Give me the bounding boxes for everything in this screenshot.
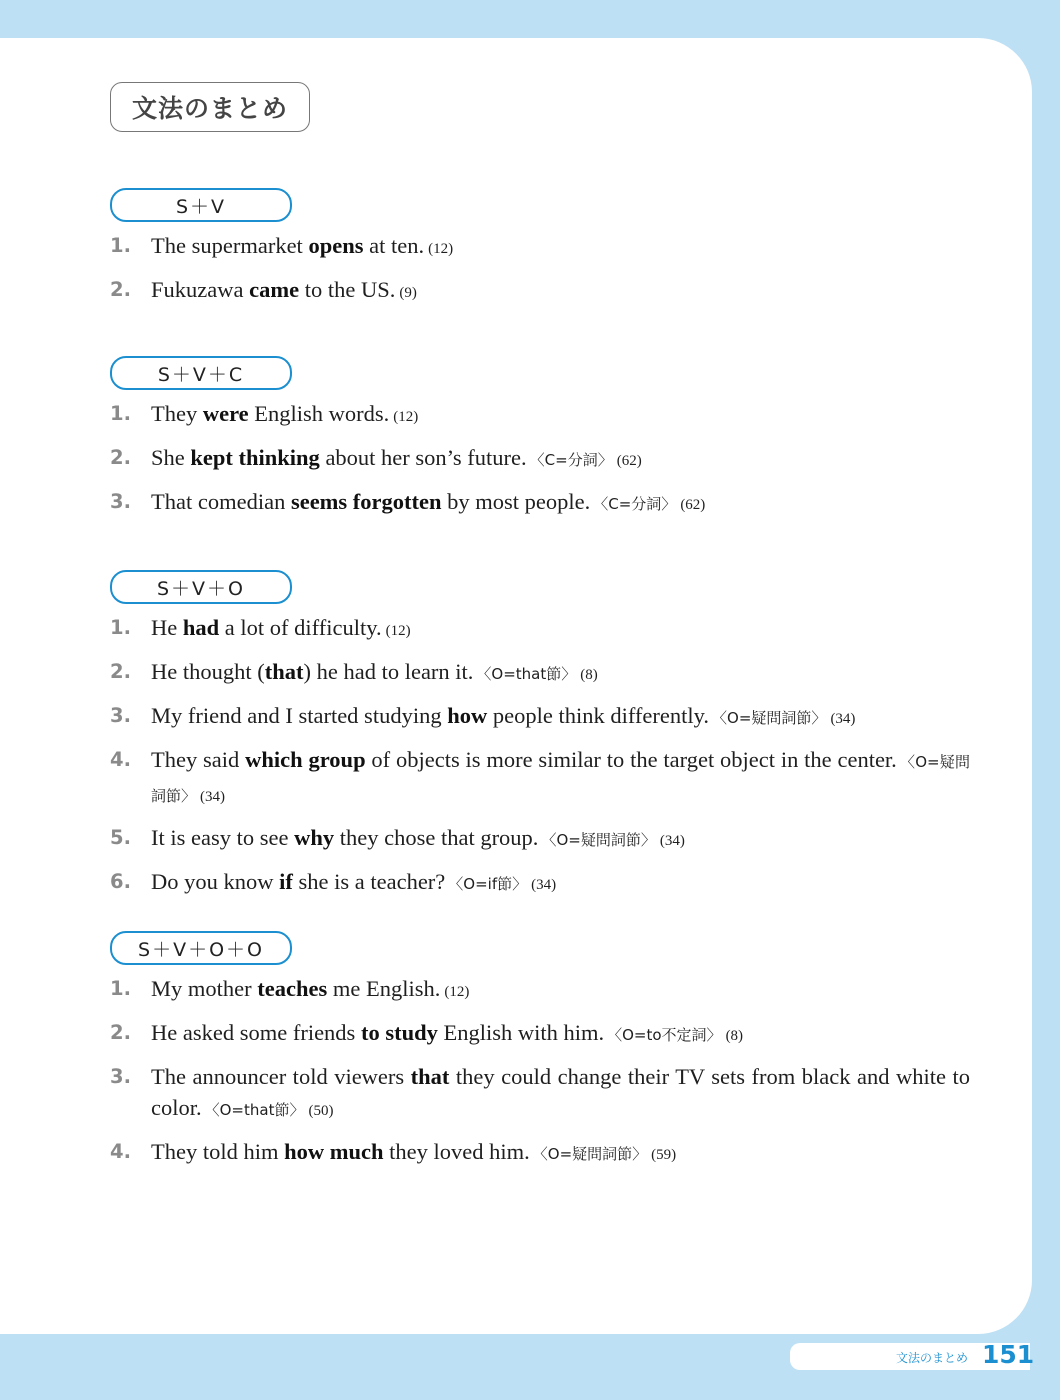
key-phrase: kept thinking [190,445,320,470]
list-item [110,700,970,735]
sentence-text: they could change their TV sets from black and white to color. [151,1064,970,1120]
sentence-text: Do you know [151,869,280,894]
grammar-note: 〈O=to不定詞〉 [607,1026,722,1044]
grammar-note: 〈O=that節〉 [204,1101,305,1119]
key-phrase: had [182,615,220,640]
lesson-reference: (59) [651,1147,677,1163]
item-sentence [151,442,970,477]
footer-label: 文法のまとめ [896,1351,969,1365]
sentence-text: The announcer told viewers [151,1064,411,1089]
sentence-text: She [151,445,191,470]
lesson-reference: (12) [385,623,411,639]
sentence-text: Fukuzawa [151,277,250,302]
grammar-note: 〈C=分詞〉 [529,451,613,469]
item-sentence [151,744,970,813]
sentence-text: That comedian [151,489,291,514]
sentence-text: about her son’s future. [319,445,527,470]
key-phrase: why [294,825,335,850]
list-item [110,442,970,477]
page-title: 文法のまとめ [110,82,310,132]
lesson-reference: (34) [200,789,226,805]
item-number: 1. [110,616,131,639]
grammar-note: 〈O=that節〉 [476,665,577,683]
sentence-text: they chose that group. [334,825,539,850]
item-number: 2. [110,660,131,683]
lesson-reference: (50) [308,1103,334,1119]
lesson-reference: (34) [659,833,685,849]
list-item [110,744,970,813]
item-sentence [151,612,970,647]
list-item [110,398,970,433]
grammar-note: 〈O=if節〉 [448,875,528,893]
sentence-text: English with him. [437,1020,605,1045]
item-number: 2. [110,278,131,301]
item-sentence [151,486,970,521]
item-number: 2. [110,446,131,469]
list-item [110,656,970,691]
sentence-text: a lot of difficulty. [219,615,382,640]
item-number: 1. [110,402,131,425]
lesson-reference: (12) [428,241,454,257]
item-number: 4. [110,748,131,771]
lesson-reference: (8) [580,667,598,683]
item-sentence [151,1136,970,1171]
item-sentence [151,973,970,1008]
lesson-reference: (12) [393,409,419,425]
list-item [110,1061,970,1127]
sentence-text: people think differently. [487,703,710,728]
grammar-note: 〈O=疑問詞節〉 [532,1145,648,1163]
item-number: 1. [110,234,131,257]
key-phrase: how much [284,1139,384,1164]
key-phrase: that [410,1064,450,1089]
grammar-note: 〈O=疑問詞節〉 [541,831,656,849]
item-sentence [151,866,970,901]
item-number: 3. [110,490,131,513]
list-item [110,866,970,901]
item-sentence [151,700,970,735]
section-svoo [110,931,970,1180]
section-label: S＋V＋O＋O [110,931,292,965]
lesson-reference: (62) [680,497,706,513]
sentence-text: They [151,401,203,426]
sentence-text: The supermarket [151,233,309,258]
sentence-text: My friend and I started studying [151,703,448,728]
sentence-text: He asked some friends [151,1020,361,1045]
item-sentence [151,822,970,857]
section-label: S＋V＋C [110,356,292,390]
item-number: 2. [110,1021,131,1044]
sentence-text: of objects is more similar to the target object in the center. [365,747,897,772]
lesson-reference: (9) [399,285,417,301]
sentence-text: to the US. [299,277,396,302]
sentence-text: she is a teacher? [292,869,446,894]
page-number: 151 [982,1340,1035,1369]
item-sentence [151,274,970,309]
sentence-text: It is easy to see [151,825,295,850]
section-label: S＋V＋O [110,570,292,604]
lesson-reference: (34) [830,711,856,727]
list-item [110,486,970,521]
sentence-text: by most people. [441,489,591,514]
list-item [110,1136,970,1171]
item-sentence [151,230,970,265]
item-number: 1. [110,977,131,1000]
item-number: 3. [110,704,131,727]
lesson-reference: (8) [725,1028,744,1044]
list-item [110,822,970,857]
key-phrase: opens [308,233,364,258]
sentence-text: ) he had to learn it. [303,659,474,684]
list-item [110,230,970,265]
item-sentence [151,1061,970,1127]
sentence-text: They said [151,747,246,772]
grammar-note: 〈C=分詞〉 [593,495,677,513]
sentence-text: English words. [248,401,390,426]
section-sv [110,188,970,318]
list-item [110,274,970,309]
item-sentence [151,656,970,691]
key-phrase: if [279,869,293,894]
item-number: 4. [110,1140,131,1163]
key-phrase: were [202,401,249,426]
list-item [110,973,970,1008]
item-sentence [151,1017,970,1052]
key-phrase: which group [245,747,366,772]
sentence-text: He thought ( [151,659,265,684]
key-phrase: how [447,703,488,728]
key-phrase: came [249,277,300,302]
list-item [110,612,970,647]
grammar-note: 〈O=疑問詞節〉 [712,709,827,727]
item-number: 5. [110,826,131,849]
item-sentence [151,398,970,433]
lesson-reference: (62) [616,453,642,469]
section-svo [110,570,970,910]
sentence-text: They told him [151,1139,285,1164]
list-item [110,1017,970,1052]
lesson-reference: (12) [444,984,470,1000]
sentence-text: My mother [151,976,258,1001]
sentence-text: He [151,615,183,640]
item-number: 3. [110,1065,131,1088]
key-phrase: to study [360,1020,438,1045]
section-svc [110,356,970,530]
sentence-text: they loved him. [383,1139,530,1164]
sentence-text: me English. [327,976,441,1001]
item-number: 6. [110,870,131,893]
grammar-note: 〈O=疑問詞節〉 [151,753,970,805]
key-phrase: teaches [257,976,328,1001]
key-phrase: that [264,659,304,684]
sentence-text: at ten. [363,233,425,258]
key-phrase: seems forgotten [290,489,442,514]
lesson-reference: (34) [531,877,557,893]
section-label: S＋V [110,188,292,222]
